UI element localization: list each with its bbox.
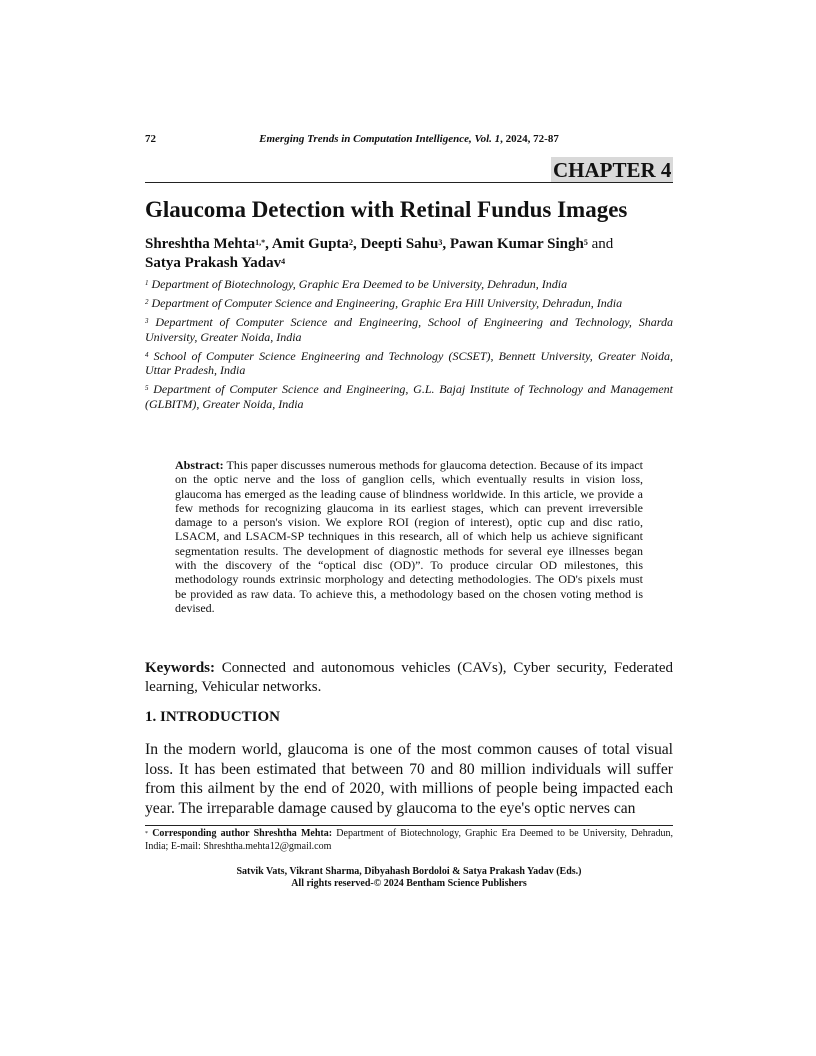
affiliation-mark: 2 <box>145 297 149 306</box>
page-number: 72 <box>145 133 156 145</box>
keywords-text: Connected and autonomous vehicles (CAVs), Cyber security, Federated learning, Vehicular networks. <box>145 660 673 695</box>
paper-title: Glaucoma Detection with Retinal Fundus Images <box>145 197 628 222</box>
author-name: Pawan Kumar Singh <box>449 236 584 252</box>
chapter-label: CHAPTER 4 <box>553 158 672 182</box>
affiliation-item <box>145 382 673 411</box>
keywords <box>145 659 673 697</box>
affiliation-text: Department of Computer Science and Engineering, G.L. Bajaj Institute of Technology and Management (GLBITM), Greater Noida, India <box>145 382 673 411</box>
abstract <box>175 458 643 615</box>
footnote-label: Corresponding author Shreshtha Mehta: <box>148 828 333 839</box>
author-affil-mark: 4 <box>281 257 286 266</box>
affiliation-mark: 5 <box>145 384 149 393</box>
affiliation-mark: 1 <box>145 279 149 287</box>
editors-line: Satvik Vats, Vikrant Sharma, Dibyahash Bordoloi & Satya Prakash Yadav (Eds.) <box>236 866 582 877</box>
affiliation-text: School of Computer Science Engineering and Technology (SCSET), Bennett University, Greater Noida, Uttar Pradesh, India <box>145 348 673 378</box>
keywords-label: Keywords: <box>145 660 215 676</box>
affiliation-text: Department of Biotechnology, Graphic Era Deemed to be University, Dehradun, India <box>148 277 568 291</box>
author-name: Amit Gupta <box>271 236 349 252</box>
author-affil-mark: 1,* <box>255 238 266 247</box>
abstract-label: Abstract: <box>175 458 224 472</box>
author-list <box>145 235 673 273</box>
author-separator: , <box>352 236 361 252</box>
affiliation-text: Department of Computer Science and Engineering, School of Engineering and Technology, Sharda University, Greater Noida, India <box>145 314 673 344</box>
author-conjunction: and <box>587 236 614 252</box>
corresponding-author-footnote <box>145 828 673 853</box>
footnote-mark: * <box>145 831 148 837</box>
author-separator: , <box>265 236 272 252</box>
affiliation-item <box>145 349 673 378</box>
author-separator: , <box>442 236 450 252</box>
section-heading: 1. INTRODUCTION <box>145 709 281 725</box>
author-affil-mark: 5 <box>583 238 588 247</box>
author-affil-mark: 3 <box>438 238 443 247</box>
introduction-paragraph: In the modern world, glaucoma is one of the most common causes of total visual loss. It has been estimated that between 70 and 80 million individuals will suffer from this ailment by the end of 2020, with millions of people being impacted each year. The irreparable damage caused by glaucoma to the eye's optic nerves can <box>145 741 673 817</box>
journal-name: Emerging Trends in Computation Intelligence, Vol. 1 <box>259 133 501 145</box>
editors-copyright <box>145 866 673 890</box>
journal-volume-pages: , 2024, 72-87 <box>500 133 559 145</box>
footnote-divider <box>145 825 673 826</box>
author-affil-mark: 2 <box>348 238 353 247</box>
copyright-line: All rights reserved-© 2024 Bentham Science Publishers <box>291 878 527 889</box>
footnote-text: Department of Biotechnology, Graphic Era Deemed to be University, Dehradun, India; E-mail: Shreshtha.mehta12@gmail.com <box>145 828 673 852</box>
author-name: Shreshtha Mehta <box>145 236 256 252</box>
author-name: Deepti Sahu <box>360 236 439 252</box>
affiliation-text: Department of Computer Science and Engineering, Graphic Era Hill University, Dehradun, India <box>148 295 623 310</box>
abstract-text: This paper discusses numerous methods for glaucoma detection. Because of its impact on the optic nerve and the loss of ganglion cells, which eventually results in vision loss, glaucoma has emerged as the leading cause of blindness worldwide. In this article, we provide a few methods for recognizing glaucoma in its earliest stages, which can prevent irreversible damage to a person's vision. We explore ROI (region of interest), optic cup and disc ratio, LSACM, and LSACM-SP techniques in this research, all of which help us achieve significant segmentation results. The development of diagnostic methods for several eye illnesses began with the discovery of the “optical disc (OD)”. To produce circular OD milestones, this methodology rounds extrinsic morphology and detecting methodologies. The OD's pixels must be provided as raw data. To achieve this, a methodology based on the chosen voting method is devised. <box>175 458 643 615</box>
affiliation-list <box>145 277 673 416</box>
author-name: Satya Prakash Yadav <box>145 255 282 271</box>
affiliation-item <box>145 315 673 344</box>
affiliation-mark: 4 <box>145 350 149 359</box>
affiliation-item <box>145 277 673 292</box>
journal-citation <box>145 133 673 145</box>
affiliation-mark: 3 <box>145 316 149 325</box>
affiliation-item <box>145 296 673 311</box>
header-divider <box>145 182 673 183</box>
